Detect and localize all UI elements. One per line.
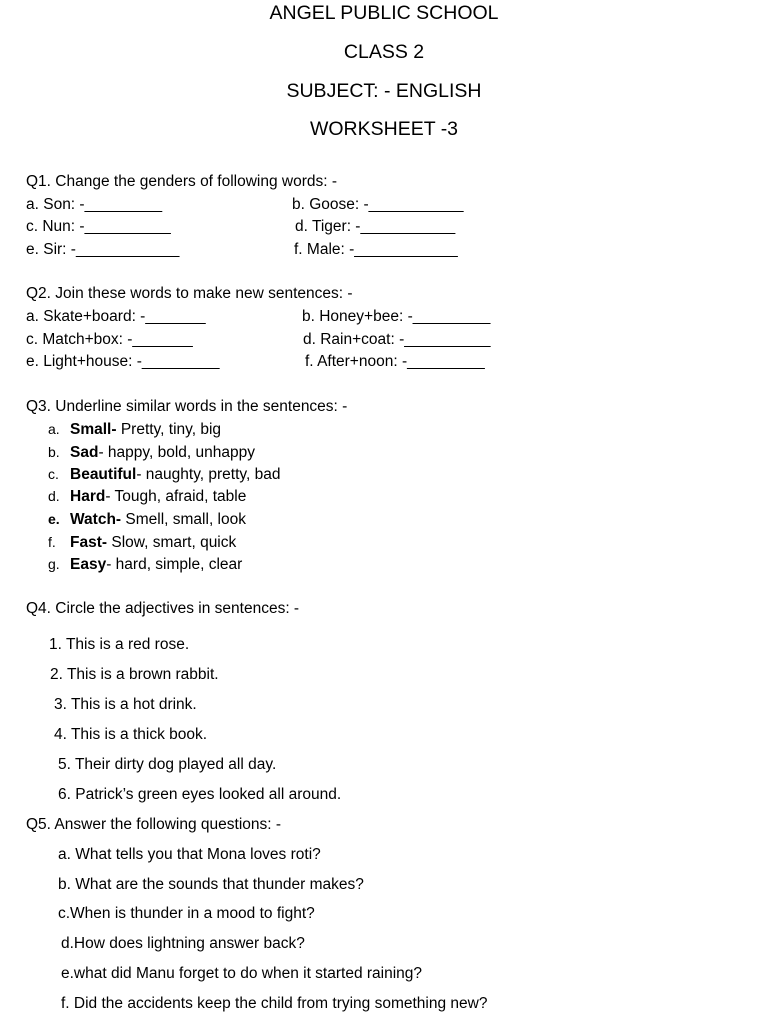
q3-item-options: Slow, smart, quick <box>107 534 237 551</box>
q3-item-options: Pretty, tiny, big <box>116 421 222 438</box>
q2-item-a: a. Skate+board: -_______ <box>26 308 206 325</box>
q3-item-letter: e. <box>48 511 60 527</box>
q3-item <box>48 487 246 506</box>
q3-item-word: Fast- <box>70 534 108 551</box>
q3-item <box>48 555 242 574</box>
q3-item <box>48 465 281 484</box>
q3-item <box>48 420 221 439</box>
q3-item-options: - hard, simple, clear <box>106 556 243 573</box>
q2-item-f: f. After+noon: -_________ <box>305 353 485 370</box>
q5-item-b: b. What are the sounds that thunder makes? <box>58 876 364 893</box>
q3-item-options: - naughty, pretty, bad <box>136 466 281 483</box>
q3-item-letter: a. <box>48 421 60 437</box>
q1-title: Q1. Change the genders of following words: - <box>26 173 338 190</box>
q1-item-e: e. Sir: -____________ <box>26 241 180 258</box>
worksheet-heading: WORKSHEET -3 <box>309 118 459 140</box>
q4-item-2: 2. This is a brown rabbit. <box>50 666 219 683</box>
school-name: ANGEL PUBLIC SCHOOL <box>269 2 499 24</box>
q3-item-letter: c. <box>48 466 59 482</box>
q3-item <box>48 510 246 529</box>
q2-item-d: d. Rain+coat: -__________ <box>303 331 491 348</box>
q5-item-e: e.what did Manu forget to do when it started raining? <box>61 965 423 982</box>
q1-item-b: b. Goose: -___________ <box>292 196 464 213</box>
q5-item-c: c.When is thunder in a mood to fight? <box>58 905 315 922</box>
q3-item-word: Easy <box>70 556 107 573</box>
q3-item <box>48 533 236 552</box>
q3-item-word: Watch- <box>70 511 122 528</box>
q3-item-letter: f. <box>48 534 56 550</box>
q5-item-f: f. Did the accidents keep the child from trying something new? <box>61 995 488 1012</box>
q2-item-b: b. Honey+bee: -_________ <box>302 308 491 325</box>
q5-item-a: a. What tells you that Mona loves roti? <box>58 846 321 863</box>
q1-item-d: d. Tiger: -___________ <box>295 218 456 235</box>
q4-item-4: 4. This is a thick book. <box>54 726 208 743</box>
q5-item-d: d.How does lightning answer back? <box>61 935 305 952</box>
q1-item-f: f. Male: -____________ <box>294 241 458 258</box>
q3-item-word: Sad <box>70 444 99 461</box>
q3-item-word: Hard <box>70 488 106 505</box>
q1-item-a: a. Son: -_________ <box>26 196 163 213</box>
class-heading: CLASS 2 <box>343 41 425 63</box>
q4-item-6: 6. Patrick’s green eyes looked all around. <box>58 786 342 803</box>
q5-title: Q5. Answer the following questions: - <box>26 816 282 833</box>
q3-item-letter: g. <box>48 556 60 572</box>
q1-item-c: c. Nun: -__________ <box>26 218 171 235</box>
q2-title: Q2. Join these words to make new sentences: - <box>26 285 353 302</box>
q2-item-c: c. Match+box: -_______ <box>26 331 193 348</box>
subject-heading: SUBJECT: - ENGLISH <box>286 80 482 102</box>
q3-item-options: - happy, bold, unhappy <box>98 444 255 461</box>
q4-item-1: 1. This is a red rose. <box>49 636 190 653</box>
q4-title: Q4. Circle the adjectives in sentences: - <box>26 600 300 617</box>
q4-item-3: 3. This is a hot drink. <box>54 696 197 713</box>
q3-item-options: Smell, small, look <box>121 511 246 528</box>
q3-item-word: Small- <box>70 421 117 438</box>
q3-title: Q3. Underline similar words in the sentences: - <box>26 398 348 415</box>
q2-item-e: e. Light+house: -_________ <box>26 353 220 370</box>
q3-item-letter: d. <box>48 488 60 504</box>
q3-item-word: Beautiful <box>70 466 137 483</box>
q4-item-5: 5. Their dirty dog played all day. <box>58 756 277 773</box>
q3-item-options: - Tough, afraid, table <box>105 488 247 505</box>
q3-item-letter: b. <box>48 444 60 460</box>
q3-item <box>48 443 255 462</box>
